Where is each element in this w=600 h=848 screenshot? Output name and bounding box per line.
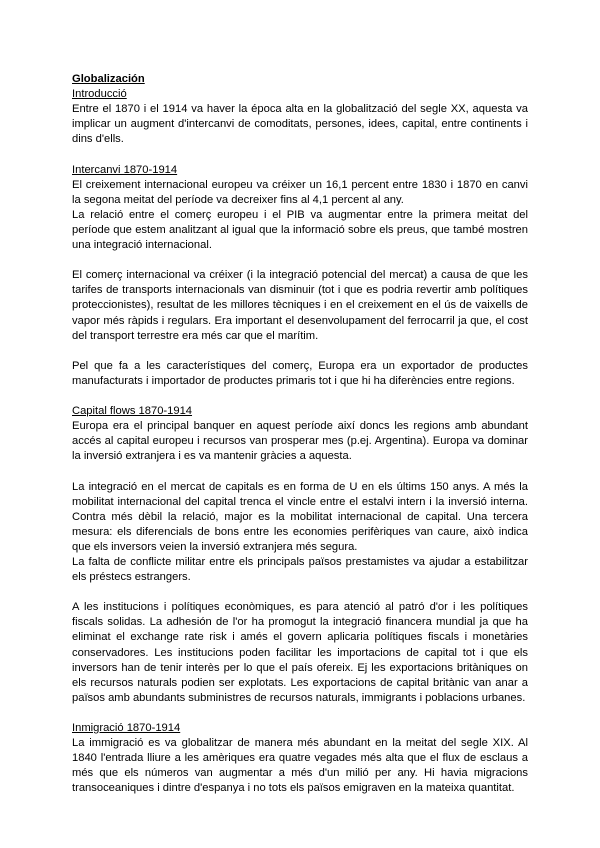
paragraph-gap [72,253,528,268]
document-page [72,72,528,797]
paragraph: La falta de conflicte militar entre els principals països prestamistes va ajudar a estabilitzar els préstecs estrangers. [72,556,528,584]
paragraph: La integració en el mercat de capitals es en forma de U en els últims 150 anys. A més la mobilitat internacional del capital trenca el vincle entre el estalvi intern i la inversió interna. Contra més dèbil la relació, major es la mobilitat internacional de capital. Una tercera mesura: els diferencials de bons entre les economies perifèriques van caure, això indica que els inversors veien la inversió extranjera més segura. [72,480,528,553]
section-heading-capital-flows: Capital flows 1870-1914 [72,405,193,418]
paragraph: La relació entre el comerç europeu i el PIB va augmentar entre la primera meitat del període que estem analitzant al igual que la informació sobre els preus, que també mostren una integració internacional. [72,208,528,252]
paragraph-gap [72,344,528,359]
paragraph-gap [72,464,528,479]
section-heading-introduccio: Introducció [72,88,127,101]
paragraph: El comerç internacional va créixer (i la integració potencial del mercat) a causa de que les tarifes de transports internacionals van disminuir (tot i que es podria revertir amb polítiques proteccionistes), resultat de les millores tècniques i en el creixement en el ús de vaixells de vapor més ràpids i regulars. Era important el desenvolupament del ferrocarril ja que, el cost del transport terrestre era més car que el marítim. [72,269,528,342]
section-heading-intercanvi: Intercanvi 1870-1914 [72,163,178,176]
paragraph-gap [72,389,528,404]
paragraph-gap [72,585,528,600]
paragraph: Pel que fa a les característiques del comerç, Europa era un exportador de productes manufacturats i importador de productes primaris tot i que hi ha diferències entre regions. [72,359,528,387]
document-title: Globalización [72,73,145,85]
paragraph: A les institucions i polítiques econòmiques, es para atenció al patró d'or i les polítiques fiscals solidas. La adhesión de l'or ha promogut la integració financera mundial ja que ha eliminat el exchange rate risk i amés el govern aplicaria polítiques fiscals i monetàries conservadores. Les institucions poden facilitar les importacions de capital tot i que els inversors han de tenir interès per lo que el país ofereix. Ej les exportacions britàniques on els recursos naturals podien ser explotats. Les exportacions de capital britànic van anar a països amb abundants subministres de recursos naturals, immigrants i poblacions urbanes. [72,601,528,704]
paragraph: Entre el 1870 i el 1914 va haver la época alta en la globalització del segle XX, aquesta va implicar un augment d'intercanvi de comoditats, persones, idees, capital, entre continents i dins d'ells. [72,103,528,146]
paragraph: Europa era el principal banquer en aquest període així doncs les regions amb abundant accés al capital europeu i recursos van prosperar mes (p.ej. Argentina). Europa va dominar la inversió extranjera i es va mantenir gràcies a aquesta. [72,420,528,463]
paragraph-gap [72,706,528,721]
section-heading-immigracio: Inmigració 1870-1914 [72,722,181,735]
paragraph-gap [72,147,528,162]
paragraph: El creixement internacional europeu va créixer un 16,1 percent entre 1830 i 1870 en canvi la segona meitat del període va decreixer fins al 4,1 percent al any. [72,178,528,206]
paragraph: La immigració es va globalitzar de manera més abundant en la meitat del segle XIX. Al 1840 l'entrada lliure a les amèriques era quatre vegades més alta que el flux de esclaus a més que els números van augmentar a més d'un milió per any. Hi havia migracions transoceaniques i dintre d'espanya i no tots els països emigraven en la mateixa quantitat. [72,737,528,795]
